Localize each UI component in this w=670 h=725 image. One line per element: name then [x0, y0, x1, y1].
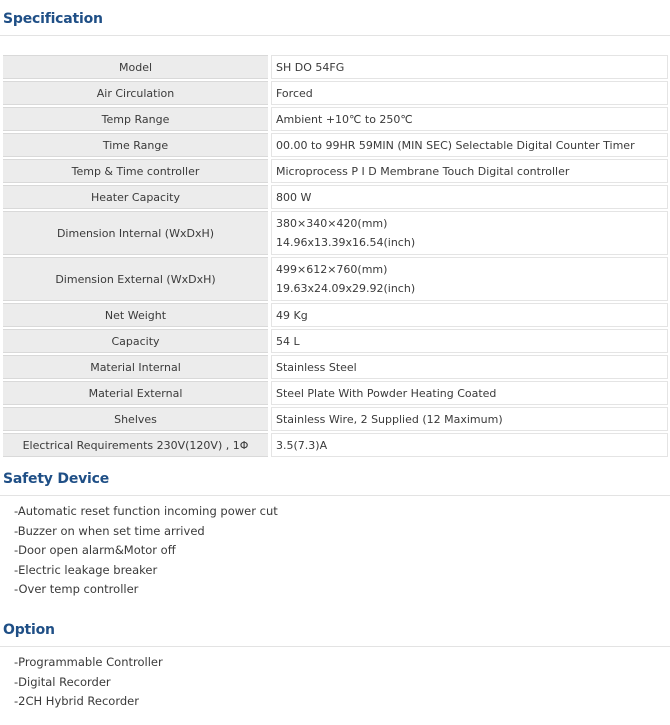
spec-label: Model [3, 55, 268, 79]
spec-value: Forced [271, 81, 668, 105]
spec-label: Dimension External (WxDxH) [3, 257, 268, 301]
option-divider [0, 646, 670, 647]
spec-row-air-circulation [3, 81, 668, 105]
spec-row-dimension-external [3, 257, 668, 301]
list-item: -Buzzer on when set time arrived [14, 523, 205, 538]
spec-value-mm: 499×612×760(mm) [276, 263, 388, 276]
spec-value [271, 257, 668, 301]
spec-value: 800 W [271, 185, 668, 209]
spec-label: Temp Range [3, 107, 268, 131]
spec-label: Shelves [3, 407, 268, 431]
spec-row-time-range [3, 133, 668, 157]
list-item: -Programmable Controller [14, 655, 163, 669]
list-item: -Digital Recorder [14, 674, 111, 689]
list-item: -2CH Hybrid Recorder [14, 694, 139, 708]
list-item: -Electric leakage breaker [14, 562, 158, 577]
spec-label: Dimension Internal (WxDxH) [3, 211, 268, 255]
spec-value-mm: 380×340×420(mm) [276, 217, 388, 230]
option-heading: Option [3, 622, 55, 638]
spec-label: Heater Capacity [3, 185, 268, 209]
spec-row-shelves [3, 407, 668, 431]
spec-row-electrical [3, 433, 668, 457]
spec-row-temp-range [3, 107, 668, 131]
spec-value-inch: 14.96x13.39x16.54(inch) [276, 236, 416, 249]
spec-row-capacity [3, 329, 668, 353]
spec-value: SH DO 54FG [271, 55, 668, 79]
safety-device-divider [0, 495, 670, 496]
spec-label: Electrical Requirements 230V(120V) , 1Φ [3, 433, 268, 457]
spec-value: Microprocess P I D Membrane Touch Digital controller [271, 159, 668, 183]
spec-label: Material Internal [3, 355, 268, 379]
list-item: -Over temp controller [14, 582, 139, 596]
spec-value: 54 L [271, 329, 668, 353]
spec-label: Net Weight [3, 303, 268, 327]
spec-value: Ambient +10℃ to 250℃ [271, 107, 668, 131]
spec-label: Temp & Time controller [3, 159, 268, 183]
spec-value: Steel Plate With Powder Heating Coated [271, 381, 668, 405]
specification-table [3, 53, 668, 459]
specification-divider [0, 35, 670, 36]
safety-device-list [14, 502, 278, 600]
spec-row-controller [3, 159, 668, 183]
spec-row-net-weight [3, 303, 668, 327]
spec-value-inch: 19.63x24.09x29.92(inch) [276, 282, 416, 295]
list-item: -Automatic reset function incoming power cut [14, 504, 278, 518]
spec-value [271, 211, 668, 255]
spec-value: Stainless Steel [271, 355, 668, 379]
spec-value: 49 Kg [271, 303, 668, 327]
spec-row-material-internal [3, 355, 668, 379]
spec-label: Time Range [3, 133, 268, 157]
spec-label: Air Circulation [3, 81, 268, 105]
spec-row-material-external [3, 381, 668, 405]
spec-label: Capacity [3, 329, 268, 353]
spec-row-dimension-internal [3, 211, 668, 255]
spec-value: Stainless Wire, 2 Supplied (12 Maximum) [271, 407, 668, 431]
specification-heading: Specification [3, 11, 103, 27]
spec-value: 3.5(7.3)A [271, 433, 668, 457]
spec-label: Material External [3, 381, 268, 405]
spec-value: 00.00 to 99HR 59MIN (MIN SEC) Selectable Digital Counter Timer [271, 133, 668, 157]
safety-device-heading: Safety Device [3, 471, 110, 487]
option-list [14, 653, 163, 712]
spec-row-model [3, 55, 668, 79]
spec-row-heater-capacity [3, 185, 668, 209]
list-item: -Door open alarm&Motor off [14, 543, 176, 557]
